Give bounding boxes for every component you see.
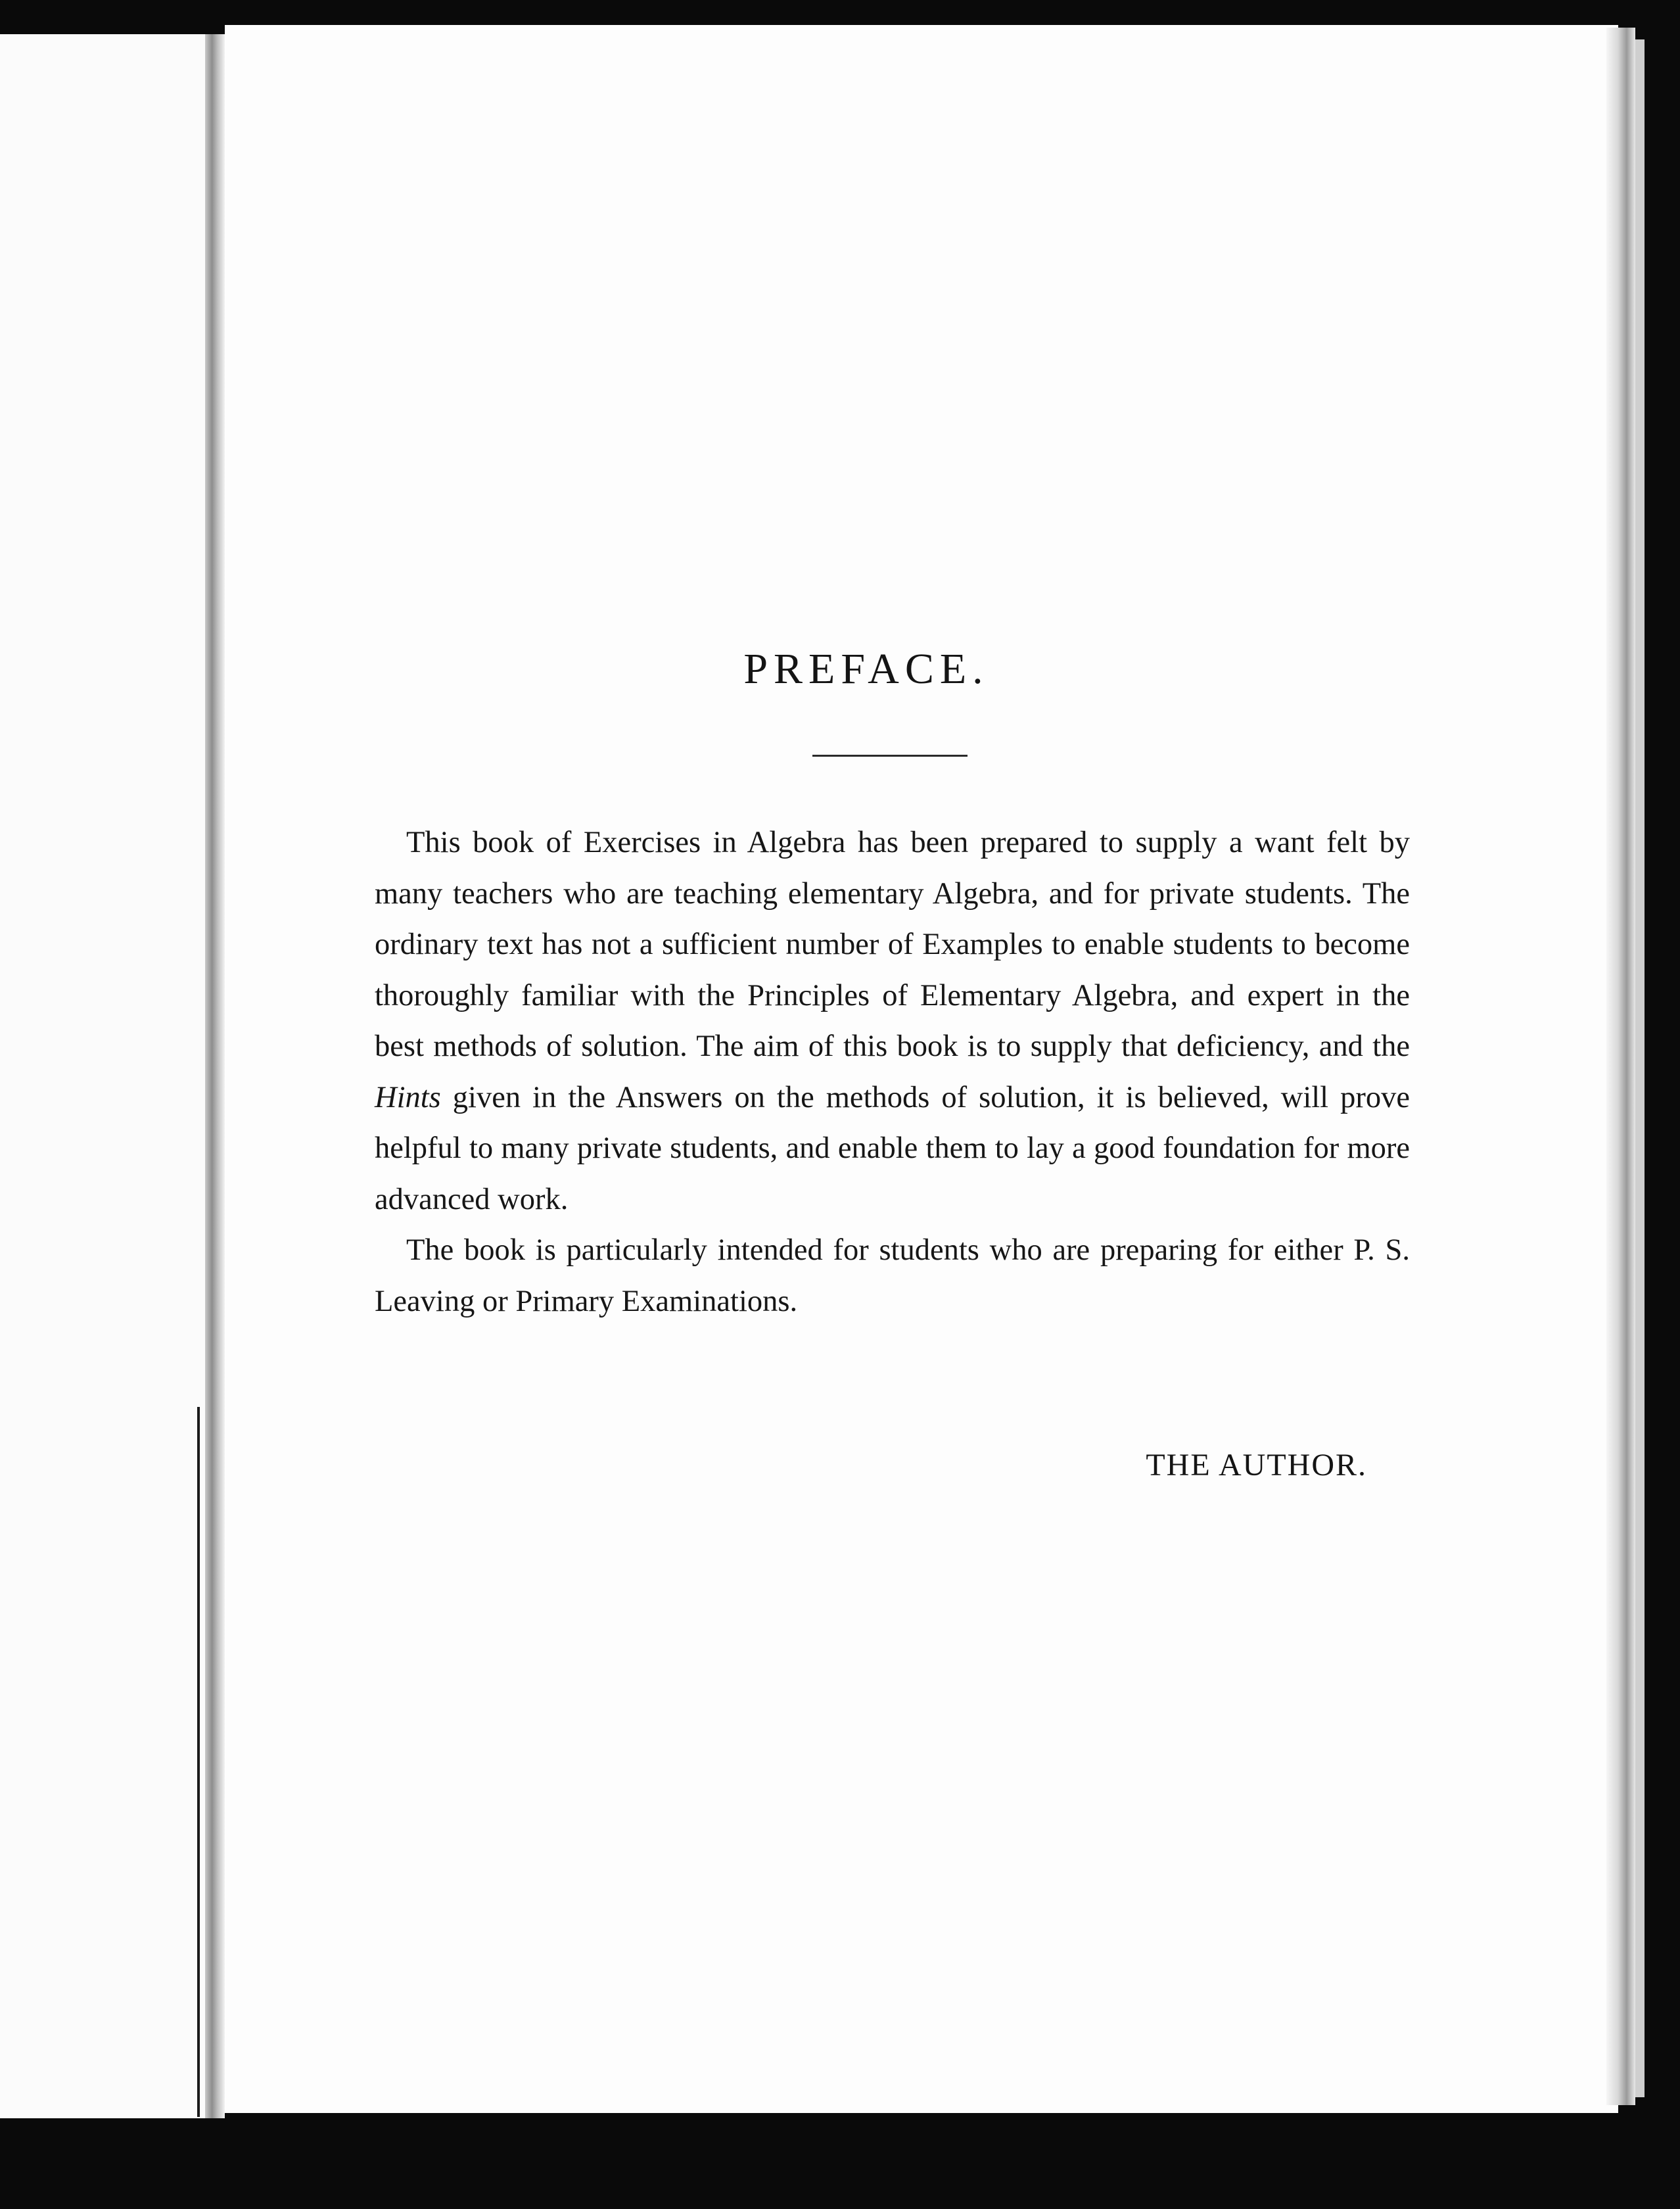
- page-edge-shadow: [1606, 28, 1635, 2105]
- page-title: PREFACE.: [743, 645, 989, 693]
- left-facing-page: [0, 34, 205, 2118]
- page-edge-stack: [1635, 39, 1645, 2097]
- preface-body: [375, 817, 1410, 1327]
- author-signature: THE AUTHOR.: [1146, 1448, 1367, 1483]
- preface-paragraph-2: The book is particularly intended for students who are preparing for either P. S. Leaving or Primary Examinations.: [375, 1233, 1410, 1318]
- gutter-edge-line: [197, 1407, 200, 2117]
- book-gutter: [205, 34, 225, 2118]
- hints-emphasis: Hints: [375, 1080, 441, 1114]
- title-divider: [812, 755, 968, 757]
- preface-paragraph-1: [375, 817, 1410, 1225]
- paragraph-1-text-start: This book of Exercises in Algebra has been prepared to supply a want felt by many teachers who are teaching elementary Algebra, and for private students. The ordinary text has not a sufficient number of Examples to enable students to become thoroughly familiar with the Principles of Elementary Algebra, and expert in the best methods of solution. The aim of this book is to supply that deficiency, and the: [375, 826, 1410, 1063]
- paragraph-1-text-end: given in the Answers on the methods of solution, it is believed, will prove helpful to many private students, and enable them to lay a good foundation for more advanced work.: [375, 1080, 1410, 1216]
